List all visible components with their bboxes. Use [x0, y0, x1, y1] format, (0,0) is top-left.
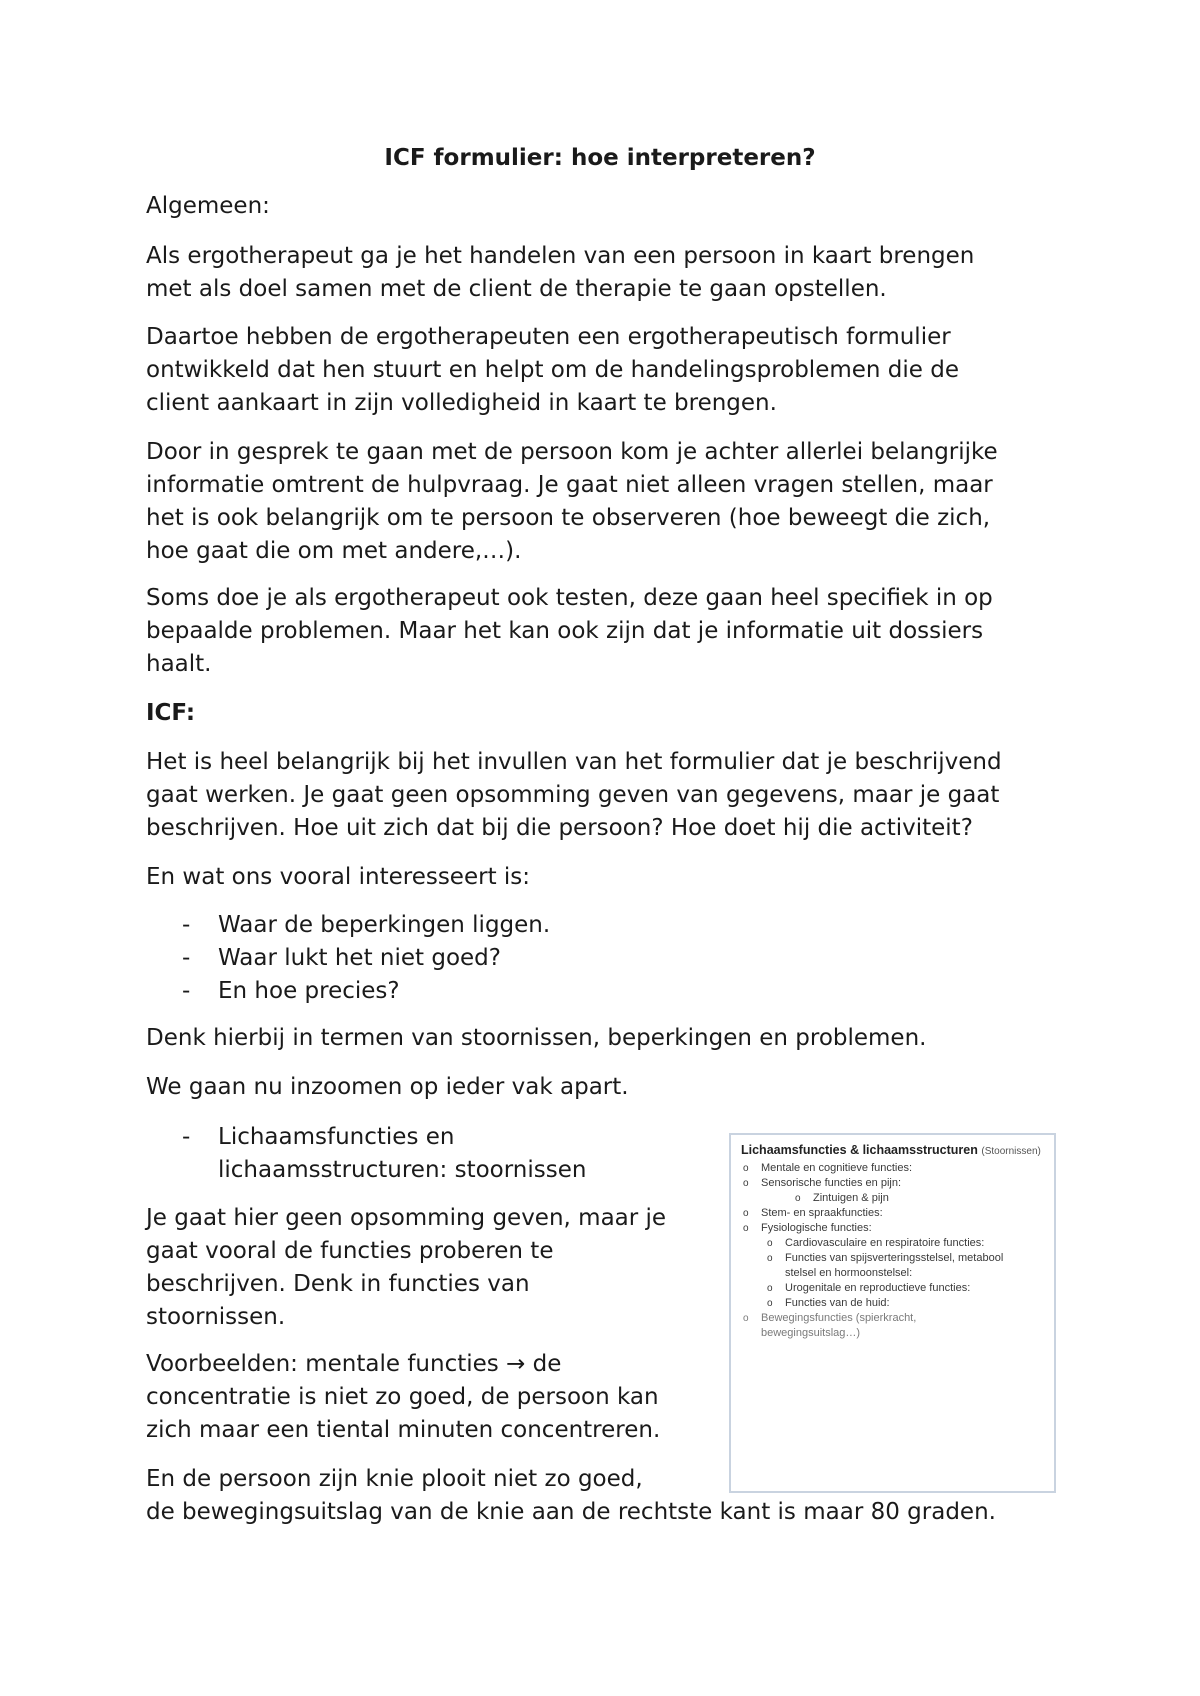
- circle-bullet-icon: o: [795, 1193, 801, 1204]
- dash-bullet: -: [182, 1124, 191, 1150]
- paragraph-line: hoe gaat die om met andere,…).: [146, 538, 522, 564]
- list-item: [146, 975, 1046, 1008]
- paragraph-line: informatie omtrent de hulpvraag. Je gaat niet alleen vragen stellen, maar: [146, 472, 993, 498]
- figure-item: [741, 1206, 1044, 1221]
- circle-bullet-icon: o: [743, 1178, 749, 1189]
- list-item-text: Waar de beperkingen liggen.: [218, 912, 551, 938]
- paragraph-intro: [146, 240, 1076, 306]
- circle-bullet-icon: o: [767, 1283, 773, 1294]
- dash-bullet: -: [182, 912, 191, 938]
- figure-item-text: stelsel en hormoonstelsel:: [785, 1267, 913, 1279]
- paragraph-line: Voorbeelden: mentale functies → de: [146, 1351, 562, 1377]
- figure-item-text: Sensorische functies en pijn:: [761, 1177, 902, 1189]
- figure-item-text: Stem- en spraakfuncties:: [761, 1207, 883, 1219]
- paragraph-line: Daartoe hebben de ergotherapeuten een ergotherapeutisch formulier: [146, 324, 951, 350]
- icf-figure-box: [729, 1133, 1056, 1493]
- paragraph-line: En de persoon zijn knie plooit niet zo goed,: [146, 1466, 643, 1492]
- figure-item-text: Urogenitale en reproductieve functies:: [785, 1282, 971, 1294]
- list-item-text: lichaamsstructuren: stoornissen: [218, 1157, 587, 1183]
- figure-item: [741, 1236, 1044, 1251]
- dash-bullet: -: [182, 945, 191, 971]
- figure-item-text: Mentale en cognitieve functies:: [761, 1162, 913, 1174]
- paragraph-beschrijvend: [146, 746, 1076, 845]
- figure-item: [741, 1161, 1044, 1176]
- figure-title: [741, 1143, 1044, 1159]
- figure-item: [741, 1281, 1044, 1296]
- bullet-list-interesse: [146, 909, 1046, 1008]
- paragraph-inzoomen: We gaan nu inzoomen op ieder vak apart.: [146, 1074, 629, 1100]
- list-item: [146, 942, 1046, 975]
- figure-item: [741, 1221, 1044, 1236]
- paragraph-line: client aankaart in zijn volledigheid in kaart te brengen.: [146, 390, 777, 416]
- paragraph-line: beschrijven. Hoe uit zich dat bij die persoon? Hoe doet hij die activiteit?: [146, 815, 973, 841]
- list-item: [146, 909, 1046, 942]
- circle-bullet-icon: o: [743, 1208, 749, 1219]
- figure-item: [741, 1311, 1044, 1341]
- figure-item-text: Bewegingsfuncties (spierkracht,: [761, 1312, 917, 1324]
- circle-bullet-icon: o: [743, 1163, 749, 1174]
- paragraph-line: ontwikkeld dat hen stuurt en helpt om de handelingsproblemen die de: [146, 357, 959, 383]
- paragraph-line: gaat vooral de functies proberen te: [146, 1238, 554, 1264]
- circle-bullet-icon: o: [743, 1223, 749, 1234]
- paragraph-line: haalt.: [146, 651, 212, 677]
- figure-item-text: bewegingsuitslag…): [761, 1327, 861, 1339]
- paragraph-line: met als doel samen met de client de therapie te gaan opstellen.: [146, 276, 887, 302]
- paragraph-line: Door in gesprek te gaan met de persoon kom je achter allerlei belangrijke: [146, 439, 998, 465]
- circle-bullet-icon: o: [743, 1313, 749, 1324]
- figure-item-text: Functies van de huid:: [785, 1297, 890, 1309]
- figure-item: [741, 1176, 1044, 1191]
- paragraph-line: stoornissen.: [146, 1304, 286, 1330]
- paragraph-gesprek: [146, 436, 1076, 568]
- figure-item: [741, 1251, 1044, 1281]
- paragraph-line: concentratie is niet zo goed, de persoon kan: [146, 1384, 659, 1410]
- paragraph-line: gaat werken. Je gaat geen opsomming geven van gegevens, maar je gaat: [146, 782, 1000, 808]
- figure-item-text: Fysiologische functies:: [761, 1222, 872, 1234]
- figure-title-sub: (Stoornissen): [981, 1146, 1041, 1157]
- heading-general: Algemeen:: [146, 193, 270, 219]
- paragraph-line: zich maar een tiental minuten concentreren.: [146, 1417, 661, 1443]
- circle-bullet-icon: o: [767, 1253, 773, 1264]
- page-title: ICF formulier: hoe interpreteren?: [384, 145, 816, 171]
- heading-icf: ICF:: [146, 700, 196, 726]
- figure-item: [741, 1296, 1044, 1311]
- paragraph-voorbeelden: [146, 1348, 706, 1447]
- list-item-text: En hoe precies?: [218, 978, 400, 1004]
- circle-bullet-icon: o: [767, 1238, 773, 1249]
- paragraph-line: Je gaat hier geen opsomming geven, maar je: [146, 1205, 667, 1231]
- paragraph-line: de bewegingsuitslag van de knie aan de rechtste kant is maar 80 graden.: [146, 1499, 996, 1525]
- paragraph-testen: [146, 582, 1076, 681]
- paragraph-line: beschrijven. Denk in functies van: [146, 1271, 530, 1297]
- figure-item-text: Cardiovasculaire en respiratoire functies:: [785, 1237, 985, 1249]
- figure-title-text: Lichaamsfuncties & lichaamsstructuren: [741, 1143, 978, 1157]
- figure-item-text: Functies van spijsverteringsstelsel, metabool: [785, 1252, 1004, 1264]
- list-item-text: Waar lukt het niet goed?: [218, 945, 501, 971]
- dash-bullet: -: [182, 978, 191, 1004]
- paragraph-line: Soms doe je als ergotherapeut ook testen, deze gaan heel specifiek in op: [146, 585, 993, 611]
- list-item-text: Lichaamsfuncties en: [218, 1124, 455, 1150]
- paragraph-formulier: [146, 321, 1076, 420]
- figure-list: [741, 1161, 1044, 1341]
- paragraph-opsomming: [146, 1202, 706, 1334]
- paragraph-line: bepaalde problemen. Maar het kan ook zijn dat je informatie uit dossiers: [146, 618, 984, 644]
- paragraph-line: Het is heel belangrijk bij het invullen van het formulier dat je beschrijvend: [146, 749, 1002, 775]
- circle-bullet-icon: o: [767, 1298, 773, 1309]
- paragraph-interesse: En wat ons vooral interesseert is:: [146, 864, 531, 890]
- paragraph-termen: Denk hierbij in termen van stoornissen, beperkingen en problemen.: [146, 1025, 927, 1051]
- paragraph-line: Als ergotherapeut ga je het handelen van een persoon in kaart brengen: [146, 243, 975, 269]
- paragraph-line: het is ook belangrijk om te persoon te observeren (hoe beweegt die zich,: [146, 505, 991, 531]
- figure-item: [741, 1191, 1044, 1206]
- figure-item-text: Zintuigen & pijn: [813, 1192, 889, 1204]
